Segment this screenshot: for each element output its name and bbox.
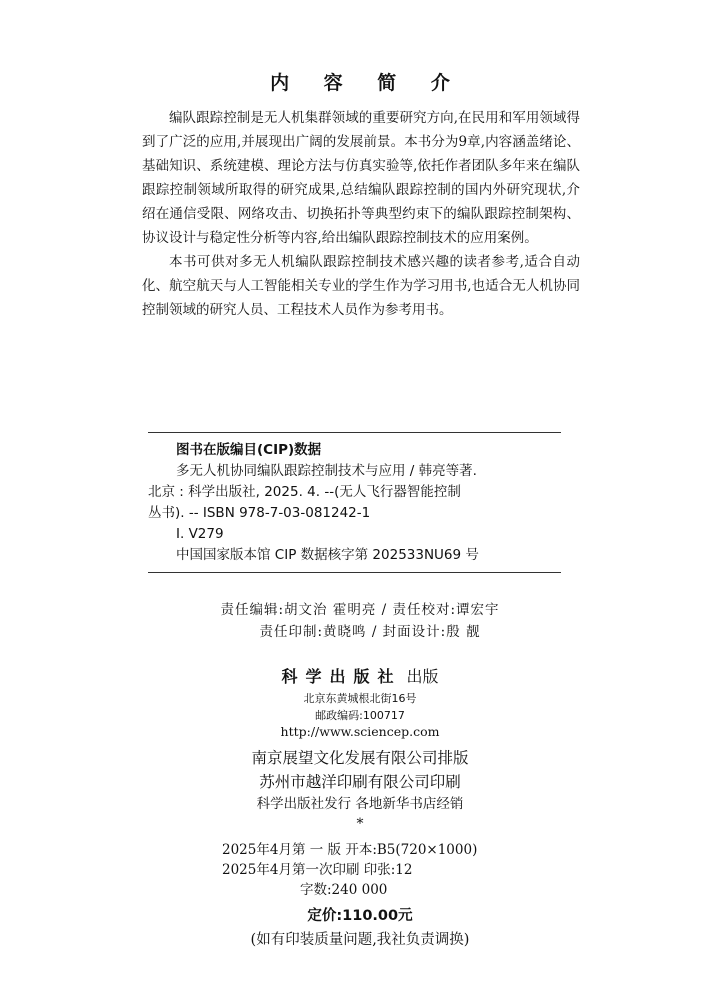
intro-paragraph: 本书可供对多无人机编队跟踪控制技术感兴趣的读者参考,适合自动化、航空航天与人工智能相关专业的学生作为学习用书,也适合无人机协同控制领域的研究人员、工程技术人员作为参考用书。 [142, 254, 580, 318]
publisher-url: http://www.sciencep.com [280, 724, 440, 739]
credits-line: 责任编辑:胡文治 霍明亮 / 责任校对:谭宏宇 [220, 602, 500, 618]
cip-bottom-rule [148, 572, 561, 573]
cip-line: 北京 : 科学出版社, 2025. 4. --(无人飞行器智能控制 [148, 484, 461, 500]
cip-top-rule [148, 432, 561, 433]
credits-line: 责任印制:黄晓鸣 / 封面设计:殷 靓 [259, 624, 481, 640]
intro-body [142, 106, 580, 322]
price-label: 定价:110.00元 [307, 908, 413, 924]
printer-line: 苏州市越洋印刷有限公司印刷 [259, 773, 461, 791]
typesetter-line: 南京展望文化发展有限公司排版 [251, 749, 469, 767]
publisher-line [0, 664, 720, 687]
cip-line: 多无人机协同编队跟踪控制技术与应用 / 韩亮等著. [176, 463, 477, 479]
distribution-line: 科学出版社发行 各地新华书店经销 [256, 796, 464, 812]
publisher-address: 北京东黄城根北街16号 [303, 692, 417, 705]
word-count-line: 字数:240 000 [300, 882, 388, 898]
cip-heading: 图书在版编目(CIP)数据 [176, 442, 322, 458]
intro-paragraph: 编队跟踪控制是无人机集群领域的重要研究方向,在民用和军用领域得到了广泛的应用,并展现出广阔的发展前景。本书分为9章,内容涵盖绪论、基础知识、系统建模、理论方法与仿真实验等,依托作者团队多年来在编队跟踪控制领域所取得的研究成果,总结编队跟踪控制的国内外研究现状,介绍在通信受限、网络攻击、切换拓扑等典型约束下的编队跟踪控制架构、协议设计与稳定性分析等内容,给出编队跟踪控制技术的应用案例。 [142, 110, 580, 246]
edition-line: 2025年4月第 一 版 开本:B5(720×1000) [222, 842, 478, 858]
publisher-suffix: 出版 [406, 667, 439, 686]
publisher-postcode: 邮政编码:100717 [315, 709, 405, 722]
separator-asterisk: * [356, 816, 364, 832]
quality-note: (如有印装质量问题,我社负责调换) [250, 932, 470, 948]
cip-classification: Ⅰ. V279 [176, 526, 224, 542]
cip-block [148, 440, 561, 566]
publisher-name: 科学出版社 [281, 667, 402, 686]
intro-title: 内 容 简 介 [270, 72, 464, 94]
cip-record-number: 中国国家版本馆 CIP 数据核字第 202533NU69 号 [176, 547, 479, 563]
printing-line: 2025年4月第一次印刷 印张:12 [222, 862, 413, 878]
cip-line: 丛书). -- ISBN 978-7-03-081242-1 [148, 505, 371, 521]
